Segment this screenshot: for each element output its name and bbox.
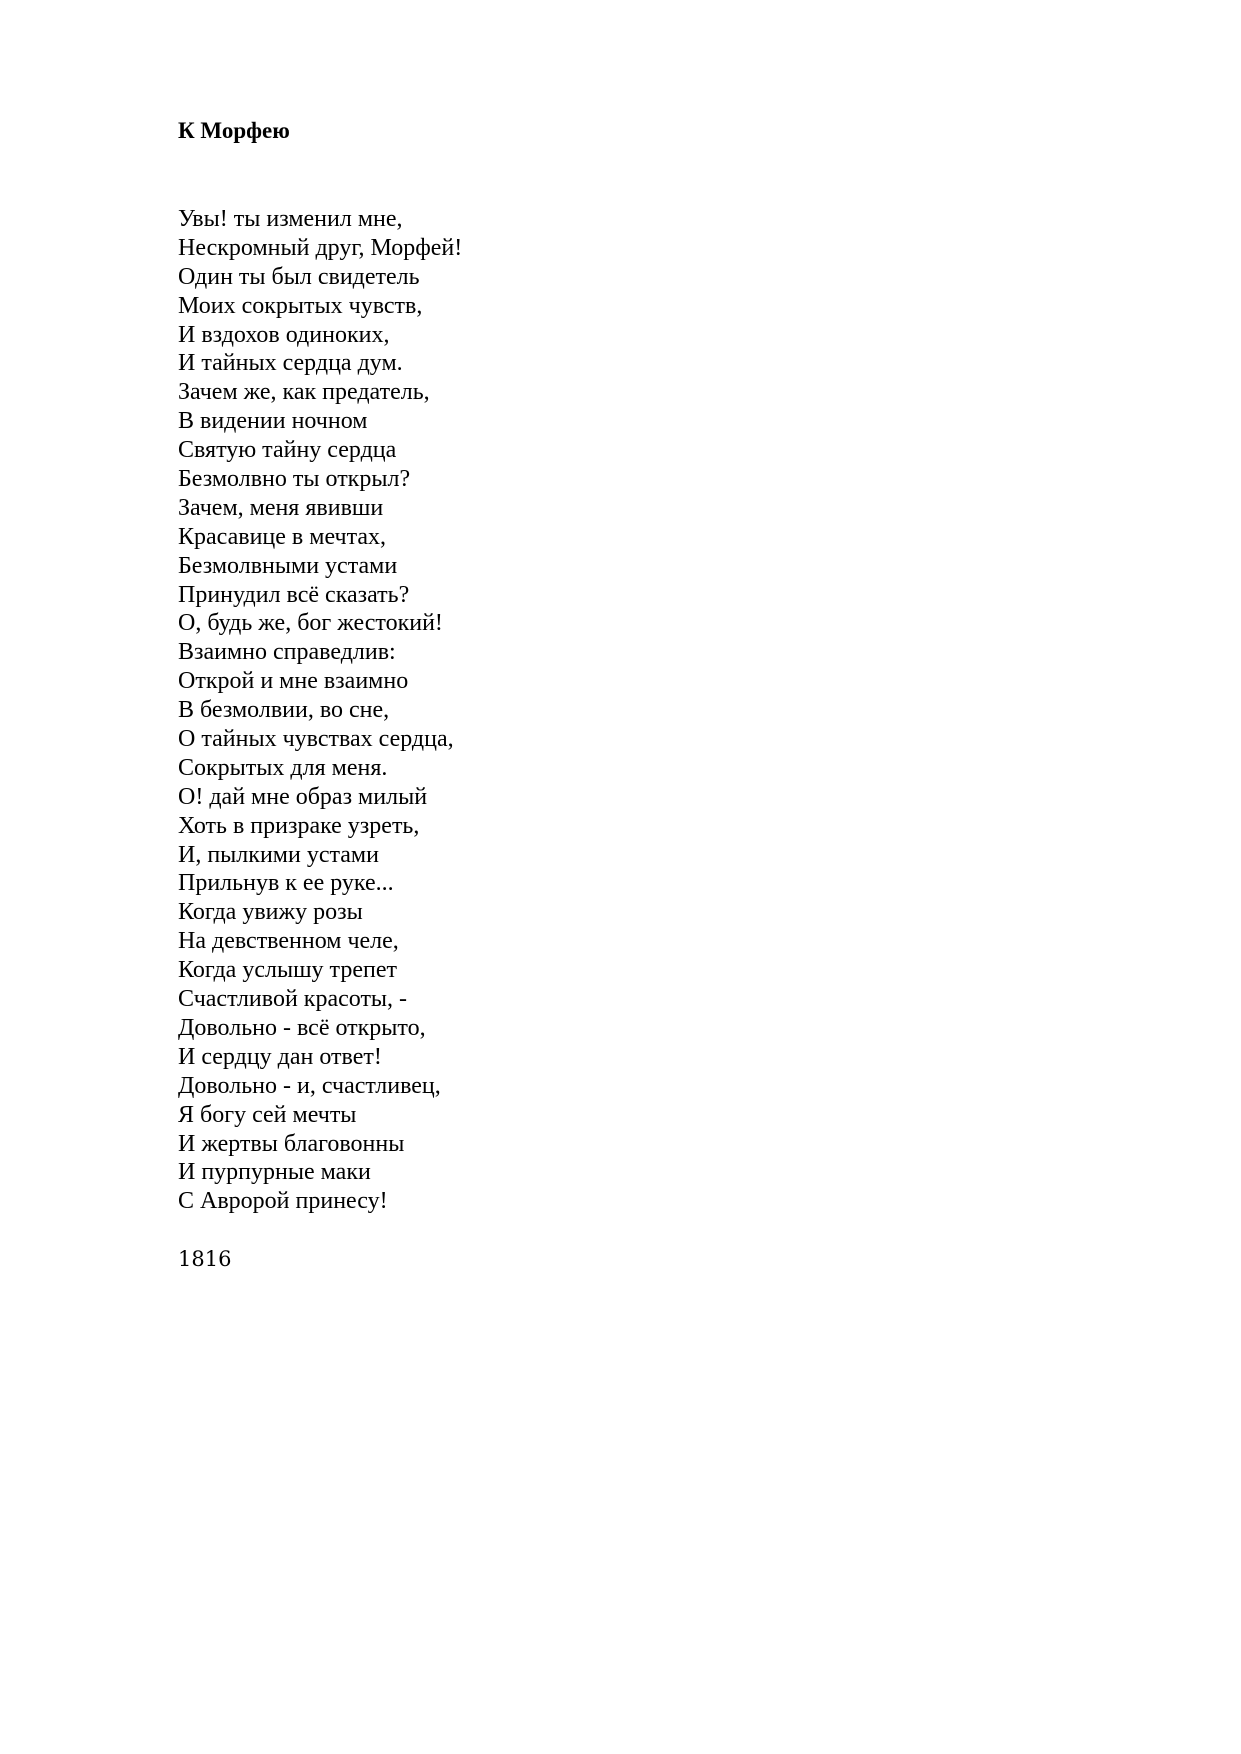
poem-line: И сердцу дан ответ! [178, 1043, 382, 1070]
poem-line: Я богу сей мечты [178, 1101, 357, 1128]
poem-line: Когда услышу трепет [178, 957, 397, 984]
poem-line: О, будь же, бог жестокий! [178, 610, 443, 637]
poem-line: Довольно - всё открыто, [178, 1014, 426, 1041]
poem-line: Сокрытых для меня. [178, 754, 388, 781]
poem-line: На девственном челе, [178, 928, 399, 955]
poem-line: В видении ночном [178, 408, 368, 435]
poem-line: Взаимно справедлив: [178, 639, 396, 666]
poem-line: И, пылкими устами [178, 841, 379, 868]
poem-line: Святую тайну сердца [178, 437, 397, 464]
poem-line: Хоть в призраке узреть, [178, 812, 420, 839]
poem-line: Счастливой красоты, - [178, 986, 408, 1013]
poem-line: Один ты был свидетель [178, 263, 420, 290]
poem-line: Нескромный друг, Морфей! [178, 234, 463, 261]
poem-year: 1816 [178, 1247, 232, 1271]
poem-line: И вздохов одиноких, [178, 321, 390, 348]
poem-line: Красавице в мечтах, [178, 523, 387, 550]
poem-line: Довольно - и, счастливец, [178, 1072, 441, 1099]
poem-line: Принудил всё сказать? [178, 581, 410, 608]
poem-line: И пурпурные маки [178, 1159, 371, 1186]
poem-line: Безмолвно ты открыл? [178, 466, 411, 493]
poem-line: И тайных сердца дум. [178, 350, 403, 377]
poem-line: И жертвы благовонны [178, 1130, 405, 1157]
poem-line: Открой и мне взаимно [178, 668, 409, 695]
poem-line: В безмолвии, во сне, [178, 697, 390, 724]
poem-line: Увы! ты изменил мне, [178, 206, 403, 232]
poem-line: Прильнув к ее руке... [178, 870, 394, 897]
poem-line: О! дай мне образ милый [178, 783, 428, 810]
poem-line: О тайных чувствах сердца, [178, 726, 454, 753]
poem-line: Зачем же, как предатель, [178, 379, 430, 406]
poem-line: С Авророй принесу! [178, 1188, 388, 1215]
poem-line: Зачем, меня явивши [178, 494, 384, 521]
poem-line: Безмолвными устами [178, 552, 398, 579]
poem-body [178, 205, 462, 1216]
poem-title: К Морфею [178, 118, 290, 143]
poem-line: Когда увижу розы [178, 899, 363, 926]
poem-line: Моих сокрытых чувств, [178, 292, 423, 319]
